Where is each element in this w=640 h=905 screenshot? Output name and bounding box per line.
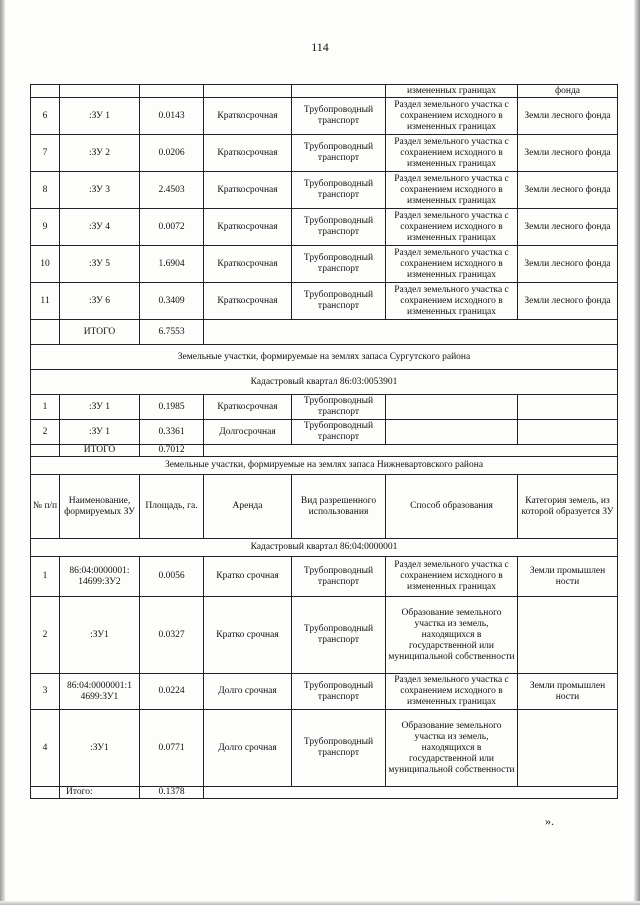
- cell-category: Земли лесного фонда: [518, 283, 618, 320]
- scan-edge-right: [634, 0, 640, 905]
- cell-category: Земли лесного фонда: [518, 98, 618, 135]
- cell-name: :ЗУ 6: [60, 283, 140, 320]
- column-header-area: Площадь, га.: [140, 475, 204, 539]
- cell-category: Земли лесного фонда: [518, 172, 618, 209]
- cell-method: Раздел земельного участка с сохранением исходного в измененных границах: [386, 98, 518, 135]
- cell-method: Раздел земельного участка с сохранением исходного в измененных границах: [386, 674, 518, 710]
- cell-method: Образование земельного участка из земель, находящихся в государственной или муниципальной собственности: [386, 710, 518, 787]
- cell-area: 0.0056: [140, 557, 204, 597]
- cell-area: 0.3409: [140, 283, 204, 320]
- cell-num: 4: [31, 710, 60, 787]
- cell-method: Раздел земельного участка с сохранением исходного в измененных границах: [386, 283, 518, 320]
- cell-lease: Краткосрочная: [204, 135, 292, 172]
- cell-area: 1.6904: [140, 246, 204, 283]
- table-row: [31, 172, 618, 209]
- cell-empty: [60, 85, 140, 98]
- cell-category: фонда: [518, 85, 618, 98]
- cell-category: Земли лесного фонда: [518, 135, 618, 172]
- cell-num: 3: [31, 674, 60, 710]
- cell-area: 0.0206: [140, 135, 204, 172]
- cell-empty: [386, 420, 518, 445]
- cell-lease: Долго срочная: [204, 674, 292, 710]
- cell-name: :ЗУ 2: [60, 135, 140, 172]
- section-quarter-text: Кадастровый квартал 86:04:0000001: [31, 539, 618, 557]
- cell-area: 0.0327: [140, 597, 204, 674]
- page-number: 114: [311, 40, 329, 54]
- column-header-num: № п/п: [31, 475, 60, 539]
- cell-lease: Долго срочная: [204, 710, 292, 787]
- cell-lease: Кратко срочная: [204, 597, 292, 674]
- cell-lease: Кратко срочная: [204, 557, 292, 597]
- cell-use: Трубопроводный транспорт: [292, 674, 386, 710]
- closing-quote: ».: [545, 814, 554, 828]
- total-label: ИТОГО: [60, 445, 140, 457]
- cell-name: :ЗУ1: [60, 710, 140, 787]
- cell-method: Раздел земельного участка с сохранением исходного в измененных границах: [386, 172, 518, 209]
- cell-area: 0.0143: [140, 98, 204, 135]
- table-row: [31, 597, 618, 674]
- section-quarter: [31, 370, 618, 395]
- cell-name: 86:04:0000001: 14699:ЗУ2: [60, 557, 140, 597]
- table-row: [31, 246, 618, 283]
- scan-edge-left: [0, 0, 5, 905]
- section-quarter: [31, 539, 618, 557]
- cell-use: Трубопроводный транспорт: [292, 246, 386, 283]
- land-plots-table: [30, 84, 618, 799]
- total-area: 0.1378: [140, 787, 204, 799]
- cell-name: :ЗУ 3: [60, 172, 140, 209]
- cell-area: 0.0771: [140, 710, 204, 787]
- cell-name: :ЗУ 1: [60, 395, 140, 420]
- cell-method: Раздел земельного участка с сохранением исходного в измененных границах: [386, 135, 518, 172]
- total-label: ИТОГО: [60, 320, 140, 345]
- cell-empty: [31, 445, 60, 457]
- cell-num: 8: [31, 172, 60, 209]
- cell-category: Земли лесного фонда: [518, 209, 618, 246]
- cell-area: 0.0072: [140, 209, 204, 246]
- table-row: [31, 98, 618, 135]
- table-row: [31, 209, 618, 246]
- cell-name: :ЗУ 5: [60, 246, 140, 283]
- table-row: [31, 395, 618, 420]
- cell-category: Земли промышлен ности: [518, 557, 618, 597]
- cell-num: 6: [31, 98, 60, 135]
- cell-name: :ЗУ 1: [60, 420, 140, 445]
- cell-use: Трубопроводный транспорт: [292, 597, 386, 674]
- cell-empty: [292, 85, 386, 98]
- cell-name: :ЗУ1: [60, 597, 140, 674]
- cell-num: 11: [31, 283, 60, 320]
- cell-num: 7: [31, 135, 60, 172]
- cell-name: :ЗУ 4: [60, 209, 140, 246]
- total-area: 0.7012: [140, 445, 204, 457]
- cell-num: 2: [31, 420, 60, 445]
- cell-lease: Краткосрочная: [204, 209, 292, 246]
- column-header-name: Наименование, формируемых ЗУ: [60, 475, 140, 539]
- cell-empty: [31, 787, 60, 799]
- cell-empty: [204, 320, 618, 345]
- total-row: [31, 787, 618, 799]
- cell-area: 0.3361: [140, 420, 204, 445]
- total-row: [31, 445, 618, 457]
- column-header-use: Вид разрешенного использования: [292, 475, 386, 539]
- cell-area: 0.0224: [140, 674, 204, 710]
- cell-use: Трубопроводный транспорт: [292, 98, 386, 135]
- table-row: [31, 420, 618, 445]
- cell-empty: [31, 320, 60, 345]
- section-heading: [31, 345, 618, 370]
- table-row: [31, 710, 618, 787]
- table-row: [31, 557, 618, 597]
- cell-empty: [518, 420, 618, 445]
- cell-use: Трубопроводный транспорт: [292, 710, 386, 787]
- cell-name: :ЗУ 1: [60, 98, 140, 135]
- scan-edge-bottom: [0, 901, 640, 905]
- cell-empty: [140, 85, 204, 98]
- cell-area: 2.4503: [140, 172, 204, 209]
- cell-category: Земли промышлен ности: [518, 674, 618, 710]
- cell-use: Трубопроводный транспорт: [292, 420, 386, 445]
- cell-method: Раздел земельного участка с сохранением исходного в измененных границах: [386, 246, 518, 283]
- cell-use: Трубопроводный транспорт: [292, 209, 386, 246]
- cell-use: Трубопроводный транспорт: [292, 135, 386, 172]
- cell-empty: [204, 85, 292, 98]
- total-row: [31, 320, 618, 345]
- column-header-method: Способ образования: [386, 475, 518, 539]
- table-row: [31, 85, 618, 98]
- cell-empty: [386, 395, 518, 420]
- cell-use: Трубопроводный транспорт: [292, 172, 386, 209]
- cell-lease: Краткосрочная: [204, 98, 292, 135]
- cell-lease: Краткосрочная: [204, 283, 292, 320]
- cell-empty: [518, 395, 618, 420]
- cell-area: 0.1985: [140, 395, 204, 420]
- cell-lease: Долгосрочная: [204, 420, 292, 445]
- cell-num: 10: [31, 246, 60, 283]
- cell-num: 2: [31, 597, 60, 674]
- column-header-category: Категория земель, из которой образуется ЗУ: [518, 475, 618, 539]
- cell-empty: [31, 85, 60, 98]
- cell-method: Раздел земельного участка с сохранением исходного в измененных границах: [386, 209, 518, 246]
- cell-method: измененных границах: [386, 85, 518, 98]
- cell-num: 9: [31, 209, 60, 246]
- cell-num: 1: [31, 557, 60, 597]
- total-area: 6.7553: [140, 320, 204, 345]
- total-label: Итого:: [60, 787, 140, 799]
- cell-method: Образование земельного участка из земель, находящихся в государственной или муниципальной собственности: [386, 597, 518, 674]
- cell-category: Земли лесного фонда: [518, 246, 618, 283]
- cell-use: Трубопроводный транспорт: [292, 557, 386, 597]
- cell-lease: Краткосрочная: [204, 172, 292, 209]
- cell-category: [518, 597, 618, 674]
- cell-lease: Краткосрочная: [204, 395, 292, 420]
- table-row: [31, 674, 618, 710]
- section-heading: [31, 457, 618, 475]
- cell-empty: [204, 445, 618, 457]
- section-heading-text: Земельные участки, формируемые на землях запаса Сургутского района: [31, 345, 618, 370]
- table-row: [31, 135, 618, 172]
- cell-use: Трубопроводный транспорт: [292, 395, 386, 420]
- cell-category: [518, 710, 618, 787]
- section-quarter-text: Кадастровый квартал 86:03:0053901: [31, 370, 618, 395]
- cell-num: 1: [31, 395, 60, 420]
- section-heading-text: Земельные участки, формируемые на землях запаса Нижневартовского района: [31, 457, 618, 475]
- cell-use: Трубопроводный транспорт: [292, 283, 386, 320]
- cell-method: Раздел земельного участка с сохранением исходного в измененных границах: [386, 557, 518, 597]
- cell-name: 86:04:0000001:1 4699:ЗУ1: [60, 674, 140, 710]
- header-row: [31, 475, 618, 539]
- cell-empty: [204, 787, 618, 799]
- table-row: [31, 283, 618, 320]
- cell-lease: Краткосрочная: [204, 246, 292, 283]
- column-header-lease: Аренда: [204, 475, 292, 539]
